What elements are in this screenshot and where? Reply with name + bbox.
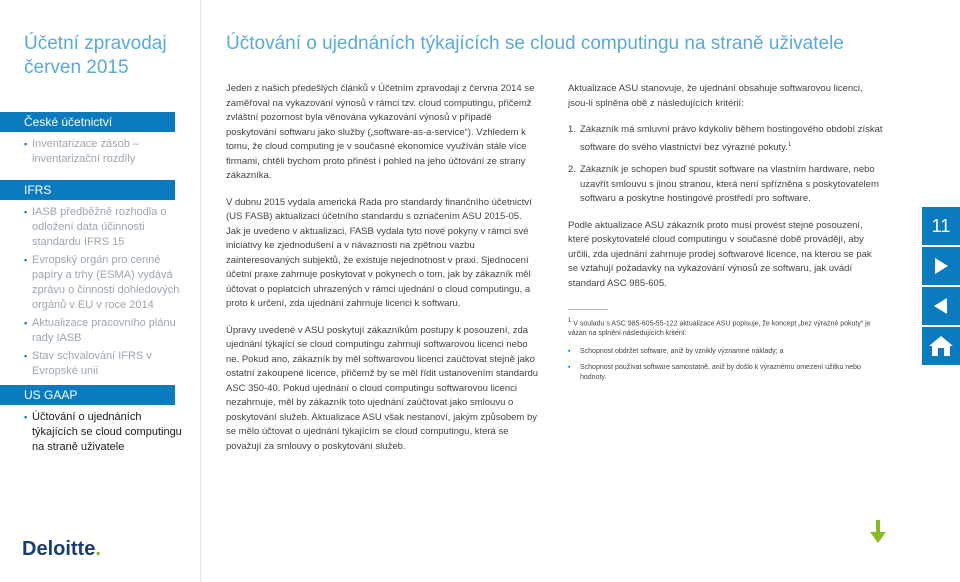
logo-dot: . (95, 538, 101, 560)
footnote-item-text: Schopnost obdržet software, aniž by vznikly významné náklady; a (580, 348, 784, 356)
criteria-item (568, 123, 884, 155)
nav-item-label: Evropský orgán pro cenné papíry a trhy (ESMA) vydává zprávu o činnosti dohledových orgánů v EU v roce 2014 (32, 254, 180, 311)
footnote-divider (568, 309, 608, 310)
footnote-ref[interactable]: 1 (787, 141, 792, 148)
article-column-2 (568, 82, 884, 389)
paragraph: V dubnu 2015 vydala americká Rada pro standardy finančního účetnictví (US FASB) aktualizaci účetního standardu s označením ASU 2015-05. Jak je uvedeno v aktualizaci, FASB vydala tyto nové pokyny v rámci své iniciativy ke zjednodušení a v návaznosti na zpětnou vazbu zainteresovaných subjektů, že existuje nejednotnost v praxi. Sjednocení účetní praxe zahrnuje poskytovat v pokynech o tom, jak by zákazník měl účtovat o poplatcích uhrazených v rámci ujednání o cloud computingu, a proto k určení, zda ujednání zahrnuje licenci k softwaru. (226, 196, 532, 309)
scroll-down-button[interactable] (869, 520, 887, 549)
nav-item[interactable] (24, 316, 184, 346)
footnote-list (568, 347, 884, 383)
criteria-text: Zákazník je schopen buď spustit software na vlastním hardware, nebo uzavřít smlouvu s jinou stranou, která není spřízněna s poskytovatelem softwaru a poskytne hostingové prostředí pro software. (580, 164, 879, 205)
footnote-mark: 1 (568, 318, 572, 325)
nav-item-label: Účtování o ujednáních týkajících se cloud computingu na straně uživatele (32, 411, 182, 453)
paragraph: Úpravy uvedené v ASU poskytují zákazníkům postupy k posouzení, zda ujednání týkající se cloud computingu zahrnují softwarovou licenci nebo ne. Pokud ano, zákazník by měl softwarovou licenci zaúčtovat stejně jako ostatní zakoupené licence, přičemž by se měl řídit ustanovením standardu ASC 350-40. Pokud ujednání o cloud computingu softwarovou licenci nezahrnuje, měl by zákazník toto ujednání zaúčtovat jako smlouvu o poskytování služeb. Aktualizace ASU však nestanoví, jakým způsobem by se mělo účtovat o ujednání týkajícím se cloud computingu, která se považují za smlouvy o poskytování služeb. (226, 324, 539, 452)
footnote-item-text: Schopnost používat software samostatně, aniž by došlo k výraznému omezení užitku nebo hodnoty. (580, 364, 861, 382)
nav-item[interactable] (24, 349, 184, 379)
bullet-icon: ▪ (568, 364, 571, 372)
page-number: 11 (922, 207, 960, 245)
section-header-ifrs[interactable]: IFRS (0, 180, 175, 200)
footnote-item (568, 363, 884, 383)
footnote-item (568, 347, 884, 357)
paragraph: Aktualizace ASU stanovuje, že ujednání obsahuje softwarovou licenci, jsou-li splněna obě z následujících kritérií: (568, 83, 863, 109)
nav-list-ceske (24, 137, 184, 170)
previous-page-button[interactable] (922, 287, 960, 325)
publication-title (24, 32, 194, 80)
home-button[interactable] (922, 327, 960, 365)
nav-item-active[interactable] (24, 410, 184, 455)
section-header-usgaap[interactable]: US GAAP (0, 385, 175, 405)
bullet-icon: ▪ (568, 348, 571, 356)
down-arrow-icon (869, 520, 887, 544)
bullet-icon: ▪ (24, 255, 28, 265)
article-title: Účtování o ujednáních týkajících se cloud computingu na straně uživatele (226, 33, 844, 54)
nav-list-ifrs (24, 205, 184, 382)
footnote-text: V souladu s ASC 985-605-55-122 aktualizace ASU popisuje, že koncept „bez výrazné pokuty“ je vázán na splnění následujících kritérií: (568, 320, 871, 338)
criteria-number: 1. (568, 124, 576, 135)
nav-item-label: IASB předběžně rozhodla o odložení data účinnosti standardu IFRS 15 (32, 206, 167, 248)
publication-title-line2: červen 2015 (24, 57, 129, 78)
nav-item[interactable] (24, 137, 184, 167)
sidebar (0, 0, 201, 582)
nav-item[interactable] (24, 205, 184, 250)
paragraph: Podle aktualizace ASU zákazník proto musí provést stejné posouzení, které poskytovatelé cloud computingu v současné době provádějí, aby určili, zda ujednání zahrnuje prodej softwarové licence, na kterou se pak se vztahují požadavky na vykazování výnosů ze softwaru, jak uvádí standard ASC 985-605. (568, 219, 872, 289)
nav-item-label: Aktualizace pracovního plánu rady IASB (32, 317, 176, 344)
criteria-number: 2. (568, 164, 576, 176)
nav-list-usgaap (24, 410, 184, 458)
section-header-ceske[interactable]: České účetnictví (0, 112, 175, 132)
bullet-icon: ▪ (24, 351, 28, 361)
bullet-icon: ▪ (24, 318, 28, 328)
next-arrow-icon (933, 257, 949, 275)
footnote (568, 316, 884, 339)
criteria-item (568, 163, 884, 207)
logo-text: Deloitte (22, 538, 96, 560)
next-page-button[interactable] (922, 247, 960, 285)
nav-item-label: Stav schvalování IFRS v Evropské unii (32, 350, 152, 377)
deloitte-logo (22, 538, 101, 561)
bullet-icon: ▪ (24, 139, 28, 149)
previous-arrow-icon (933, 297, 949, 315)
nav-item[interactable] (24, 253, 184, 313)
paragraph: Jeden z našich předešlých článků v Účetním zpravodaji z června 2014 se zaměřoval na vykazování výnosů v rámci tzv. cloud computingu, přičemž zvláštní pozornost byla věnována vykazování výnosů v případě poskytování softwaru jako služby („software-as-a-service“). Vzhledem k tomu, že cloud computing je v současné ekonomice využíván stále více firmami, chtěli bychom proto přinést i pohled na jeho účtování ze strany zákazníka. (226, 83, 535, 181)
criteria-text: Zákazník má smluvní právo kdykoliv během hostingového období získat software do svého vlastnictví bez výrazné pokuty. (580, 124, 883, 153)
nav-item-label: Inventarizace zásob – inventarizační rozdíly (32, 138, 140, 165)
criteria-list (568, 123, 884, 207)
article-column-1 (226, 82, 539, 466)
publication-title-line1: Účetní zpravodaj (24, 33, 167, 54)
bullet-icon: ▪ (24, 412, 28, 422)
home-icon (928, 335, 954, 357)
bullet-icon: ▪ (24, 207, 28, 217)
